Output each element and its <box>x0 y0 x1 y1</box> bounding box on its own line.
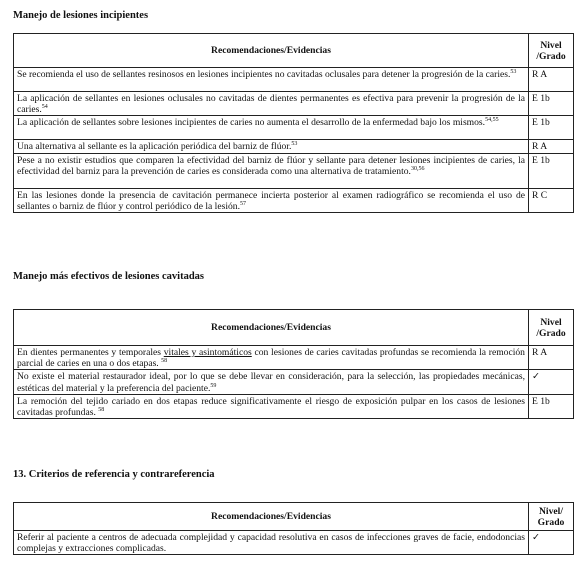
header-recomendaciones: Recomendaciones/Evidencias <box>14 34 529 68</box>
header-nivel-grado: Nivel /Grado <box>529 310 574 346</box>
table-row <box>14 188 574 212</box>
evidence-level: E 1b <box>529 116 574 140</box>
header-recomendaciones: Recomendaciones/Evidencias <box>14 310 529 346</box>
table-criterios-referencia <box>13 502 574 555</box>
section-title-lesiones-incipientes: Manejo de lesiones incipientes <box>13 10 149 21</box>
recommendation-text: Pese a no existir estudios que comparen la efectividad del barniz de flúor y sellante para detener lesiones incipientes de caries, la efectividad del barniz para la prevención de caries es considerada como una alternativa de tratamiento.$^{30,56}$ <box>14 153 529 188</box>
evidence-level: E 1b <box>529 394 574 418</box>
table-row <box>14 116 574 140</box>
table-row <box>14 153 574 188</box>
evidence-level: R A <box>529 140 574 153</box>
table-row <box>14 346 574 370</box>
evidence-level: R C <box>529 188 574 212</box>
evidence-level: E 1b <box>529 92 574 116</box>
table-row <box>14 92 574 116</box>
evidence-level: E 1b <box>529 153 574 188</box>
table-lesiones-incipientes <box>13 33 574 213</box>
table-row <box>14 140 574 153</box>
check-mark-icon: ✓ <box>529 370 574 394</box>
table-row <box>14 68 574 92</box>
table-row <box>14 394 574 418</box>
recommendation-text: Referir al paciente a centros de adecuada complejidad y capacidad resolutiva en casos de infecciones graves de facie, endodoncias complejas y extracciones complicadas. <box>14 531 529 555</box>
recommendation-text: La aplicación de sellantes sobre lesiones incipientes de caries no aumenta el desarrollo de la enfermedad bajo los mismos.$^{54,55}$ <box>14 116 529 140</box>
recommendation-text: La remoción del tejido cariado en dos etapas reduce significativamente el riesgo de exposición pulpar en los casos de lesiones cavitadas profundas. $^{58}$ <box>14 394 529 418</box>
table-lesiones-cavitadas <box>13 309 574 419</box>
header-recomendaciones: Recomendaciones/Evidencias <box>14 503 529 531</box>
recommendation-text: En dientes permanentes y temporales vitales y asintomáticos con lesiones de caries cavitadas profundas se recomienda la remoción parcial de caries en una o dos etapas. $^{58}$ <box>14 346 529 370</box>
evidence-level: R A <box>529 68 574 92</box>
header-nivel-grado: Nivel/ Grado <box>529 503 574 531</box>
table-row <box>14 531 574 555</box>
recommendation-text: Se recomienda el uso de sellantes resinosos en lesiones incipientes no cavitadas oclusales para detener la progresión de la caries.$^{53}$ <box>14 68 529 92</box>
check-mark-icon: ✓ <box>529 531 574 555</box>
recommendation-text: En las lesiones donde la presencia de cavitación permanece incierta posterior al examen radiográfico se recomienda el uso de sellantes o barniz de flúor y control periódico de la lesión.$^{57}$ <box>14 188 529 212</box>
recommendation-text: Una alternativa al sellante es la aplicación periódica del barniz de flúor.$^{53}$ <box>14 140 529 153</box>
section-title-criterios-referencia: 13. Criterios de referencia y contrareferencia <box>13 469 215 480</box>
table-header-row <box>14 34 574 68</box>
table-row <box>14 370 574 394</box>
evidence-level: R A <box>529 346 574 370</box>
table-header-row <box>14 310 574 346</box>
recommendation-text: No existe el material restaurador ideal, por lo que se debe llevar en consideración, para la selección, las propiedades mecánicas, estéticas del material y la preferencia del paciente.$^{59}$ <box>14 370 529 394</box>
recommendation-text: La aplicación de sellantes en lesiones oclusales no cavitadas de dientes permanentes es efectiva para prevenir la progresión de la caries.$^{54}$ <box>14 92 529 116</box>
table-header-row <box>14 503 574 531</box>
section-title-lesiones-cavitadas: Manejo más efectivos de lesiones cavitadas <box>13 271 205 282</box>
header-nivel-grado: Nivel /Grado <box>529 34 574 68</box>
